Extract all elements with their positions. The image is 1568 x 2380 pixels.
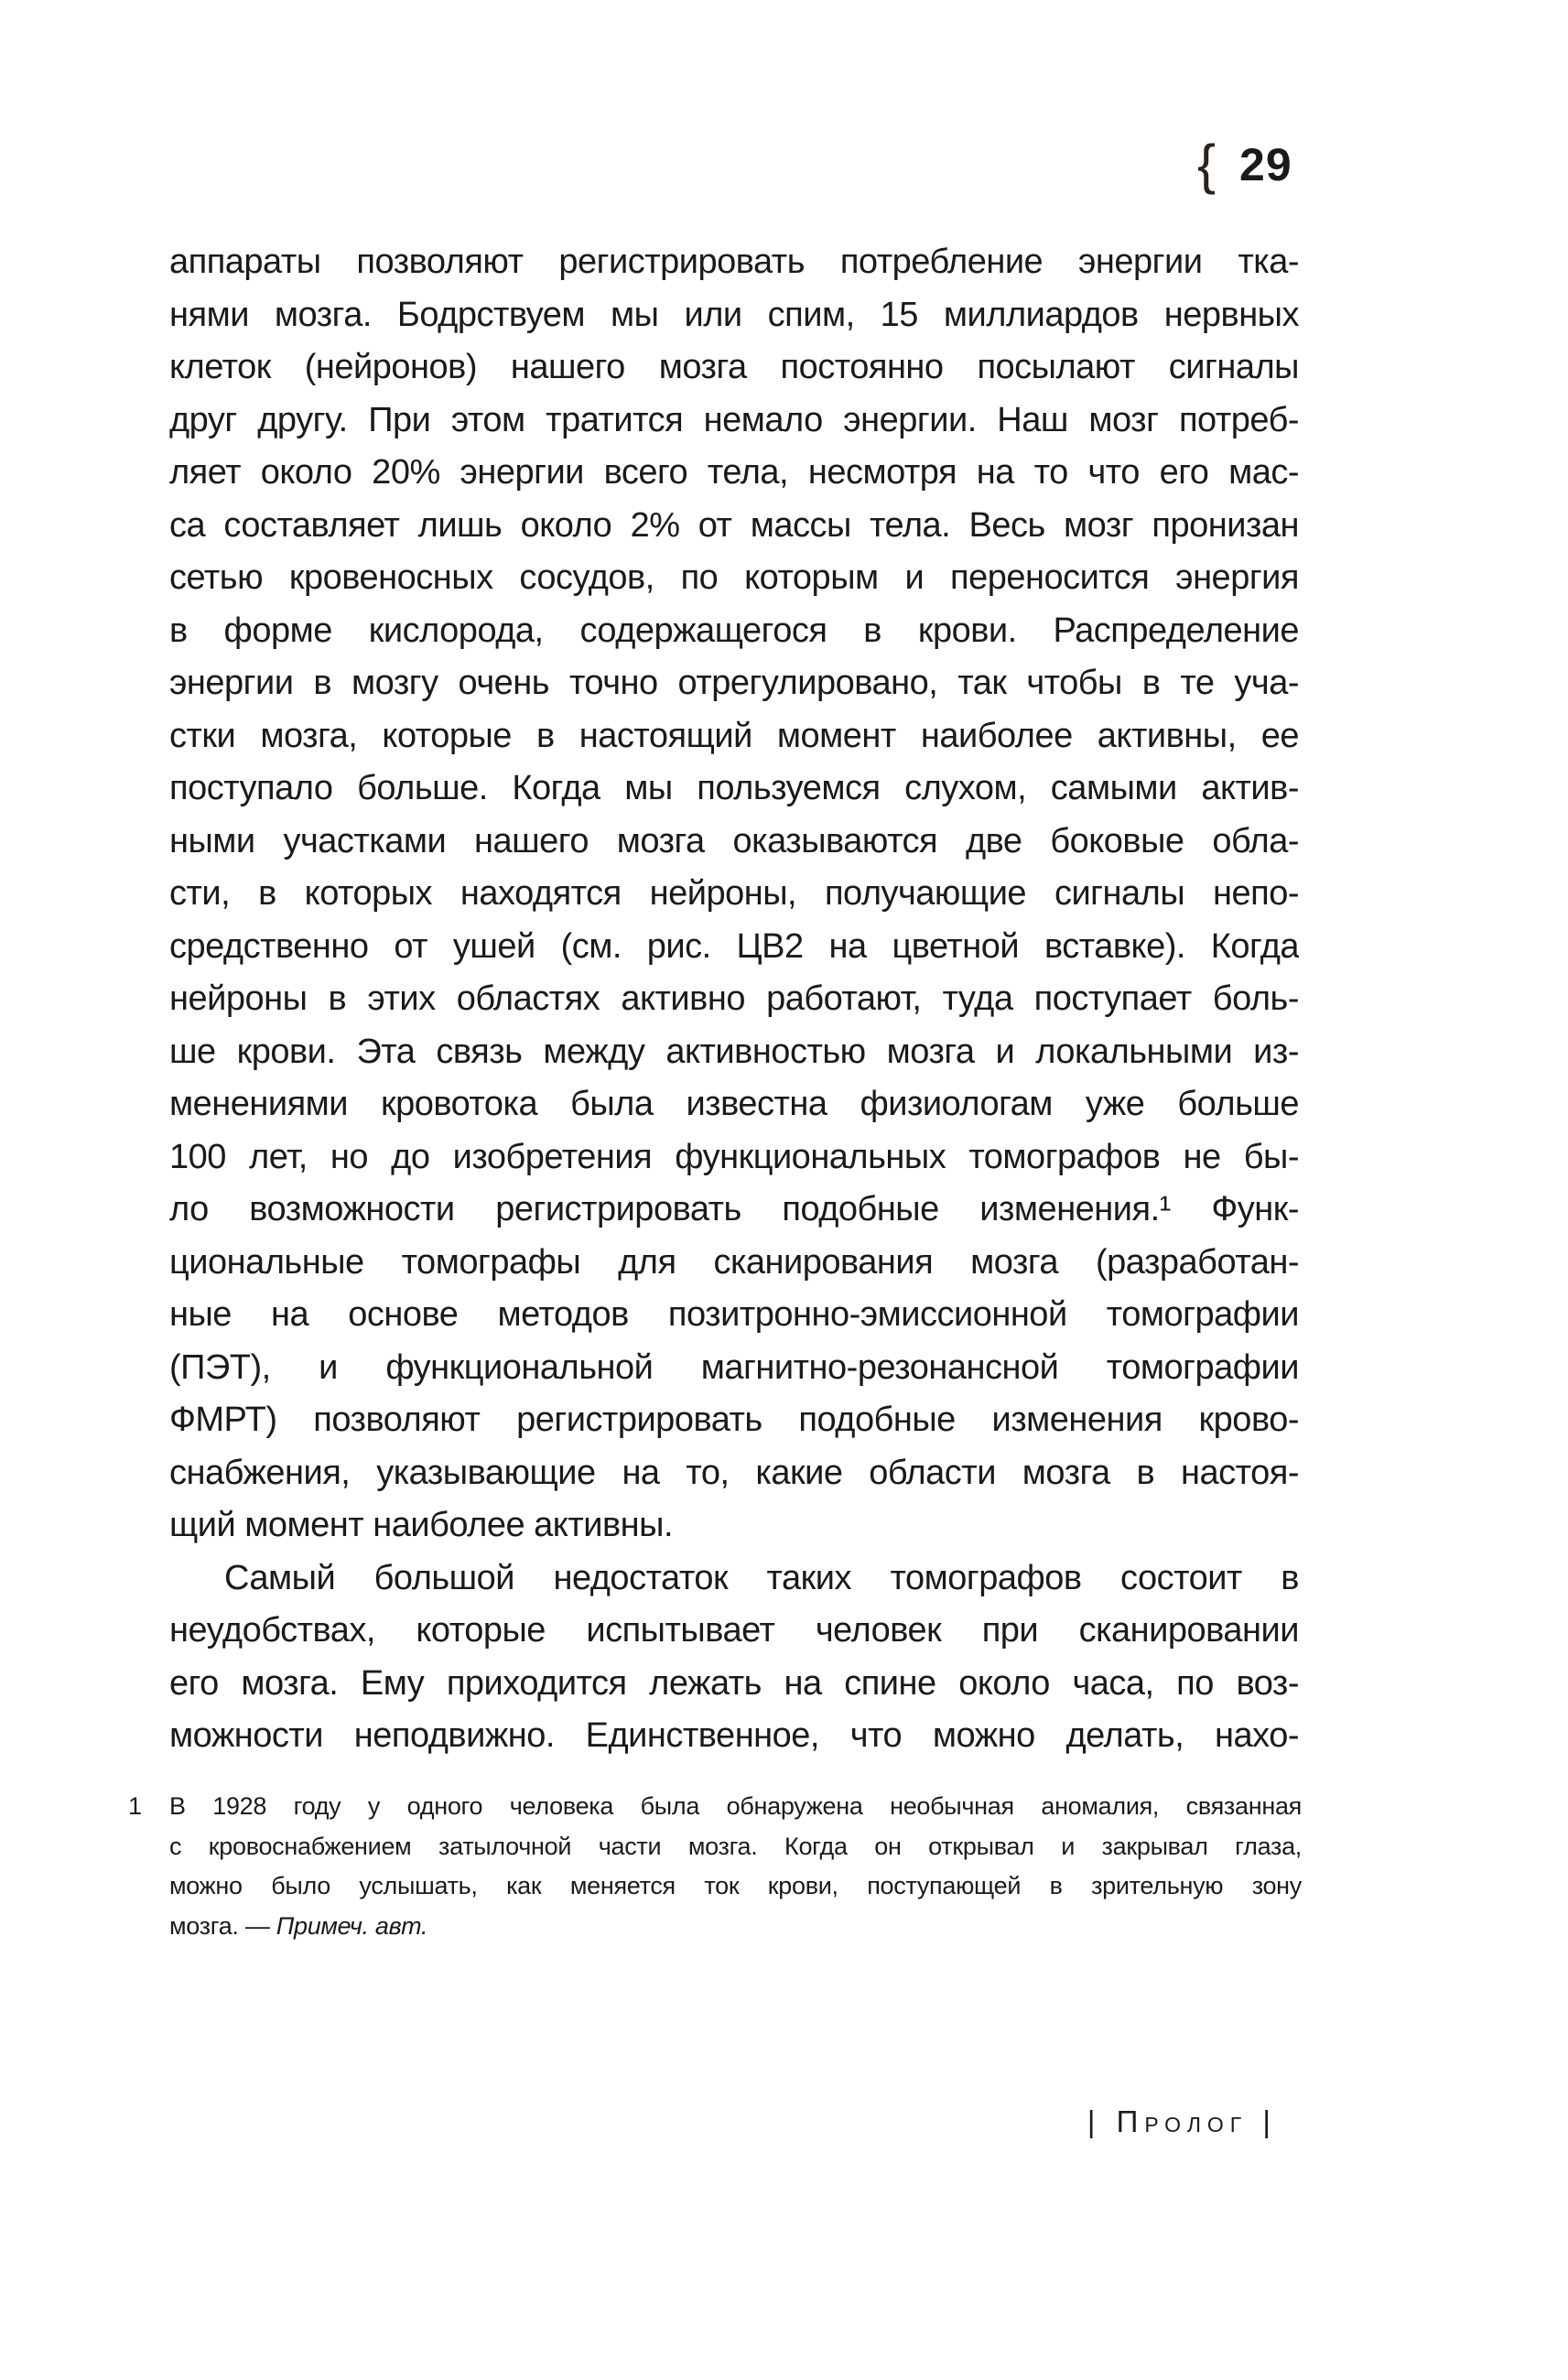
footnote-line: с кровоснабжением затылочной части мозга. Когда он открывал и закрывал глаза, [169, 1832, 1302, 1860]
text-line: энергии в мозгу очень точно отрегулировано, так чтобы в те уча- [169, 664, 1299, 702]
text-line: 100 лет, но до изобретения функциональных томографов не бы- [169, 1137, 1299, 1176]
paragraph [169, 236, 1299, 1552]
footnote-line: можно было услышать, как меняется ток крови, поступающей в зрительную зону [169, 1872, 1302, 1899]
footnote-text [169, 1787, 1302, 1946]
text-line: щий момент наиболее активны. [169, 1506, 674, 1544]
text-line: са составляет лишь около 2% от массы тела. Весь мозг пронизан [169, 505, 1299, 545]
text-line: ные на основе методов позитронно-эмиссионной томографии [169, 1295, 1299, 1334]
text-line: клеток (нейронов) нашего мозга постоянно посылают сигналы [169, 348, 1299, 386]
text-line: нями мозга. Бодрствуем мы или спим, 15 миллиардов нервных [169, 295, 1299, 334]
paragraph [169, 1552, 1299, 1763]
text-line: аппараты позволяют регистрировать потребление энергии тка- [169, 243, 1299, 281]
text-line: сетью кровеносных сосудов, по которым и переносится энергия [169, 558, 1299, 597]
text-line: снабжения, указывающие на то, какие области мозга в настоя- [169, 1453, 1299, 1492]
text-line: Самый большой недостаток таких томографов состоит в [224, 1558, 1299, 1597]
text-line: стки мозга, которые в настоящий момент наиболее активны, ее [169, 716, 1299, 755]
text-line: средственно от ушей (см. рис. ЦВ2 на цветной вставке). Когда [169, 926, 1299, 966]
body-text [169, 236, 1299, 1763]
text-line: ляет около 20% энергии всего тела, несмотря на то что его мас- [169, 453, 1299, 492]
text-line: ными участками нашего мозга оказываются две боковые обла- [169, 821, 1299, 860]
text-line: можности неподвижно. Единственное, что можно делать, нахо- [169, 1716, 1299, 1755]
footnote-last-line-text: мозга. — [169, 1911, 276, 1940]
text-line: нейроны в этих областях активно работают, туда поступает боль- [169, 979, 1299, 1018]
text-line: циональные томографы для сканирования мозга (разработан- [169, 1242, 1299, 1282]
page-number-value: 29 [1239, 139, 1292, 190]
text-line: в форме кислорода, содержащегося в крови. Распределение [169, 611, 1299, 650]
running-footer: | Пролог | [1087, 2104, 1277, 2138]
text-line: (ПЭТ), и функциональной магнитно-резонансной томографии [169, 1347, 1299, 1387]
footnote [128, 1787, 1302, 1946]
text-line: неудобствах, которые испытывает человек при сканировании [169, 1611, 1299, 1650]
page-number-header [1197, 135, 1292, 194]
brace-glyph: { [1197, 134, 1217, 195]
footnote-line: В 1928 году у одного человека была обнаружена необычная аномалия, связанная [169, 1792, 1302, 1820]
text-line: менениями кровотока была известна физиологам уже больше [169, 1085, 1299, 1123]
text-line: сти, в которых находятся нейроны, получающие сигналы непо- [169, 874, 1299, 913]
footnote-marker: 1 [128, 1792, 143, 1820]
text-line: ше крови. Эта связь между активностью мозга и локальными из- [169, 1032, 1299, 1071]
footnote-author-note: Примеч. авт. [276, 1911, 428, 1940]
text-line: его мозга. Ему приходится лежать на спине около часа, по воз- [169, 1663, 1299, 1703]
text-line: поступало больше. Когда мы пользуемся слухом, самыми актив- [169, 769, 1299, 807]
text-line: ло возможности регистрировать подобные изменения.¹ Функ- [169, 1190, 1299, 1228]
footnote-line [169, 1907, 1302, 1947]
text-line: друг другу. При этом тратится немало энергии. Наш мозг потреб- [169, 400, 1299, 439]
text-line: ФМРТ) позволяют регистрировать подобные изменения крово- [169, 1401, 1299, 1439]
